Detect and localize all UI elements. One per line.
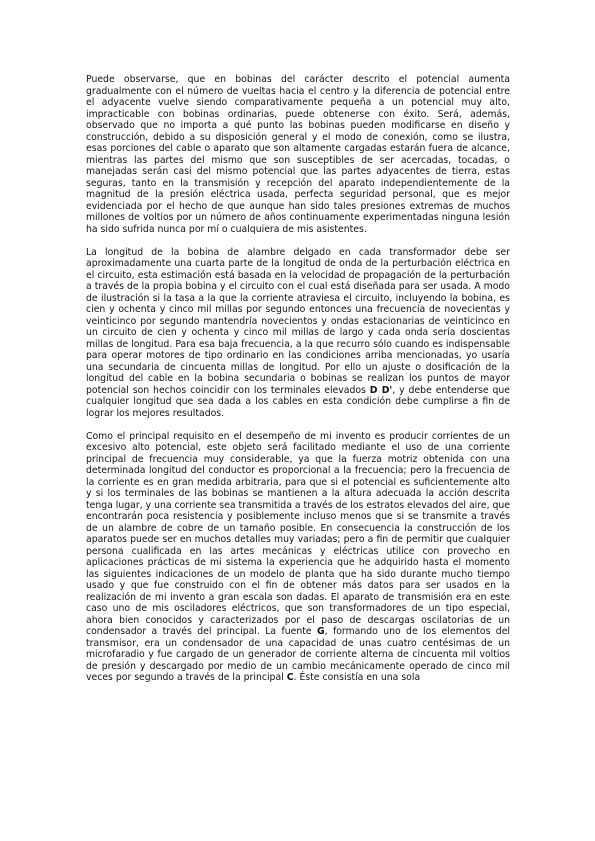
paragraph: [86, 431, 510, 684]
paragraph: [86, 74, 510, 235]
paragraph-text: , y debe entenderse que cualquier longitud que sea dada a los cables en esta condición debe cumplirse a fin de lograr los mejores resultados.: [86, 384, 510, 419]
terminal-label: D D': [369, 384, 393, 396]
paragraph-text: Como el principal requisito en el desempeño de mi invento es producir corrientes de un excesivo alto potencial, este objeto será facilitado mediante el uso de una corriente principal de frecuencia muy considerable, ya que la fuerza motriz obtenida con una determinada longitud del conductor es proporcional a la frecuencia; pero la frecuencia de la corriente es en gran medida arbitraria, para que si el potencial es suficientemente alto y si los terminales de las bobinas se mantienen a la altura adecuada la acción descrita tenga lugar, y una corriente sea transmitida a través de los estratos elevados del aire, que encontrarán poca resistencia y posiblemente incluso menos que si se transmite a través de un alambre de cobre de un tamaño posible. En consecuencia la construcción de los aparatos puede ser en muchos detalles muy variadas; pero a fin de permitir que cualquier persona cualificada en las artes mecánicas y eléctricas utilice con provecho en aplicaciones prácticas de mi sistema la experiencia que he adquirido hasta el momento las siguientes indicaciones de un modelo de planta que ha sido durante mucho tiempo usado y que fue construido con el fin de obtener más datos para ser usados en la realización de mi invento a gran escala son dadas. El aparato de transmisión era en este caso uno de mis osciladores eléctricos, que son transformadores de un tipo especial, ahora bien conocidos y caracterizados por el paso de descargas oscilatorias de un condensador a través del principal. La fuente: [86, 430, 510, 637]
source-label: G: [317, 626, 325, 637]
paragraph-text: . Éste consistía en una sola: [293, 672, 421, 683]
body-text: [86, 74, 510, 695]
paragraph-text: Puede observarse, que en bobinas del carácter descrito el potencial aumenta gradualmente con el número de vueltas hacia el centro y la diferencia de potencial entre el adyacente vuelve siendo comparativamente pequeña a un potencial muy alto, impracticable con bobinas ordinarias, puede obtenerse con éxito. Será, además, observado que no importa a qué punto las bobinas pueden modificarse en diseño y construcción, debido a su disposición general y el modo de conexión, como se ilustra, esas porciones del cable o aparato que son altamente cargadas estarán fuera de alcance, mientras las partes del mismo que son susceptibles de ser acercadas, tocadas, o manejadas serán casi del mismo potencial que las partes adyacentes de tierra, estas seguras, tanto en la transmisión y recepción del aparato independientemente de la magnitud de la presión eléctrica usada, perfecta seguridad personal, que es mejor evidenciada por el hecho de que aunque han sido tales presiones extremas de muchos millones de voltios por un número de años continuamente experimentadas ninguna lesión ha sido sufrida nunca por mí o cualquiera de mis asistentes.: [86, 74, 510, 235]
primary-label: C: [286, 672, 294, 683]
paragraph: [86, 247, 510, 420]
paragraph-text: La longitud de la bobina de alambre delgado en cada transformador debe ser aproximadamente una cuarta parte de la longitud de onda de la perturbación eléctrica en el circuito, esta estimación está basada en la velocidad de propagación de la perturbación a través de la propia bobina y el circuito con el cual está diseñada para ser usada. A modo de ilustración si la tasa a la que la corriente atraviesa el circuito, incluyendo la bobina, es cien y ochenta y cinco mil millas por segundo entonces una frecuencia de novecientas y veinticinco por segundo mantendría novecientos y ondas estacionarias de veinticinco en un circuito de cien y ochenta y cinco mil millas de largo y cada onda sería doscientas millas de longitud. Para esa baja frecuencia, a la que recurro sólo cuando es indispensable para operar motores de tipo ordinario en las condiciones arriba mencionadas, yo usaría una secundaria de cincuenta millas de longitud. Por ello un ajuste o dosificación de la longitud del cable en la bobina secundaria o bobinas se realizan los puntos de mayor potencial son hechos coincidir con los terminales elevados: [86, 246, 510, 396]
paragraph-text: , formando uno de los elementos del transmisor, era un condensador de una capacidad de unas cuatro centésimas de un microfaradio y fue cargado de un generador de corriente alterna de cincuenta mil voltios de presión y descargado por medio de un cambio mecánicamente operado de cinco mil veces por segundo a través de la principal: [86, 626, 511, 683]
